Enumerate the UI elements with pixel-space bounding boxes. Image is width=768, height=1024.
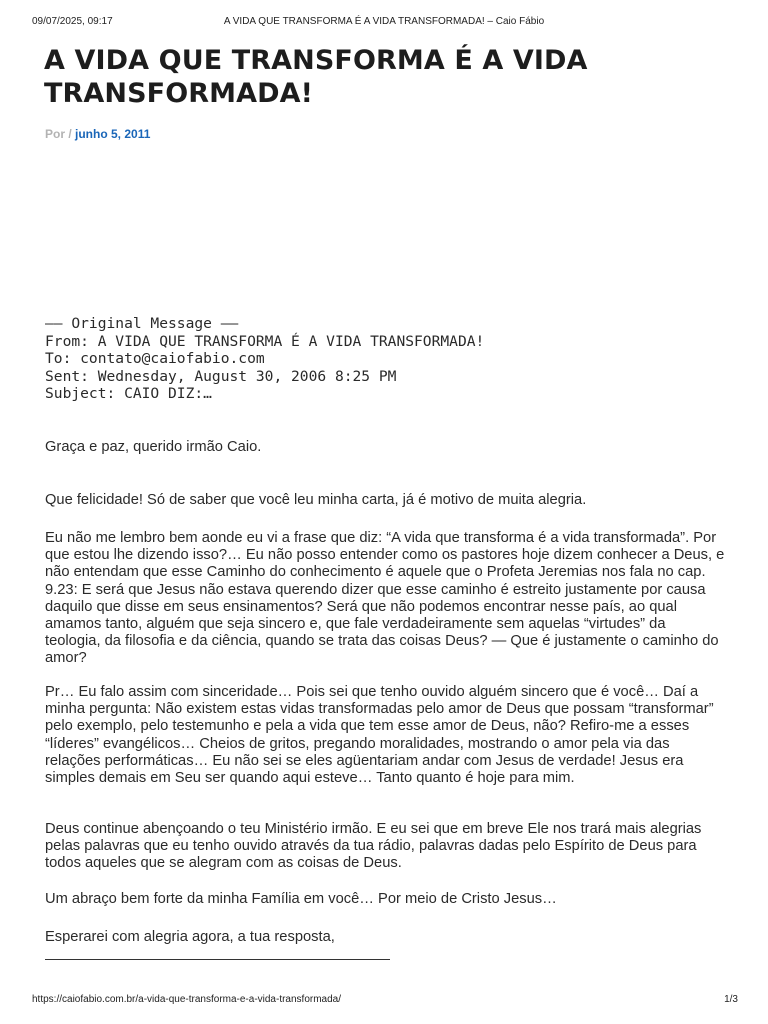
- byline-prefix: Por /: [45, 127, 72, 141]
- post-date-link[interactable]: junho 5, 2011: [75, 127, 151, 141]
- letter-paragraph-3: Pr… Eu falo assim com sinceridade… Pois sei que tenho ouvido alguém sincero que é você… Daí a minha pergunta: Não existem estas vidas transformadas pelo amor de Deus que possam “transformar” pelo exemplo, pelo testemunho e pela a vida que tem esse amor de Deus, não? Refiro-me a esses “líderes” evangélicos… Cheios de gritos, pregando moralidades, mostrando o amor pela via das relações performáticas… Eu não sei se eles agüentariam andar com Jesus de verdade! Jesus era simples demais em Seu ser quando aqui esteve… Tanto quanto é hoje para mim.: [45, 684, 714, 787]
- letter-paragraph-1: Que felicidade! Só de saber que você leu minha carta, já é motivo de muita alegria.: [45, 492, 587, 508]
- original-message-subject: Subject: CAIO DIZ:…: [45, 385, 212, 403]
- print-url: https://caiofabio.com.br/a-vida-que-transforma-e-a-vida-transformada/: [32, 994, 342, 1005]
- signature-divider: [45, 959, 390, 960]
- original-message-sent: Sent: Wednesday, August 30, 2006 8:25 PM: [45, 367, 397, 385]
- letter-paragraph-6: Esperarei com alegria agora, a tua resposta,: [45, 929, 335, 945]
- print-footer: [32, 994, 738, 1008]
- print-timestamp: 09/07/2025, 09:17: [32, 16, 113, 27]
- original-message-header: [45, 315, 484, 403]
- article-meta: [45, 127, 150, 141]
- original-message-from: From: A VIDA QUE TRANSFORMA É A VIDA TRANSFORMADA!: [45, 332, 485, 350]
- article-title: A VIDA QUE TRANSFORMA É A VIDA TRANSFORMADA!: [44, 45, 588, 109]
- original-message-to: To: contato@caiofabio.com: [45, 350, 265, 368]
- letter-paragraph-4: Deus continue abençoando o teu Ministério irmão. E eu sei que em breve Ele nos trará mais alegrias pelas palavras que eu tenho ouvido através da tua rádio, palavras dadas pelo Espírito de Deus para todos aqueles que se alegram com as coisas de Deus.: [45, 821, 702, 872]
- original-message-separator: —– Original Message —–: [45, 315, 239, 332]
- print-page-number: 1/3: [724, 994, 738, 1005]
- print-page-title: A VIDA QUE TRANSFORMA É A VIDA TRANSFORMADA! – Caio Fábio: [223, 16, 545, 27]
- letter-paragraph-2: Eu não me lembro bem aonde eu vi a frase que diz: “A vida que transforma é a vida transformada”. Por que estou lhe dizendo isso?… Eu não posso entender como os pastores hoje dizem conhecer a Deus, e não entendam que esse Caminho do conhecimento é aquele que o Profeta Jeremias nos fala no cap. 9.23: E será que Jesus não estava querendo dizer que esse caminho é estreito justamente por causa daquilo que disse em seus ensinamentos? Será que não podemos encontrar nesse país, ao qual amamos tanto, alguém que seja sincero e, que fale verdadeiramente sem aquelas “virtudes” da teologia, da filosofia e da ciência, quando se trata das coisas Deus? — Que é justamente o caminho do amor?: [45, 530, 725, 667]
- letter-paragraph-5: Um abraço bem forte da minha Família em você… Por meio de Cristo Jesus…: [45, 891, 557, 907]
- letter-greeting: Graça e paz, querido irmão Caio.: [45, 439, 262, 455]
- print-header: [32, 16, 736, 30]
